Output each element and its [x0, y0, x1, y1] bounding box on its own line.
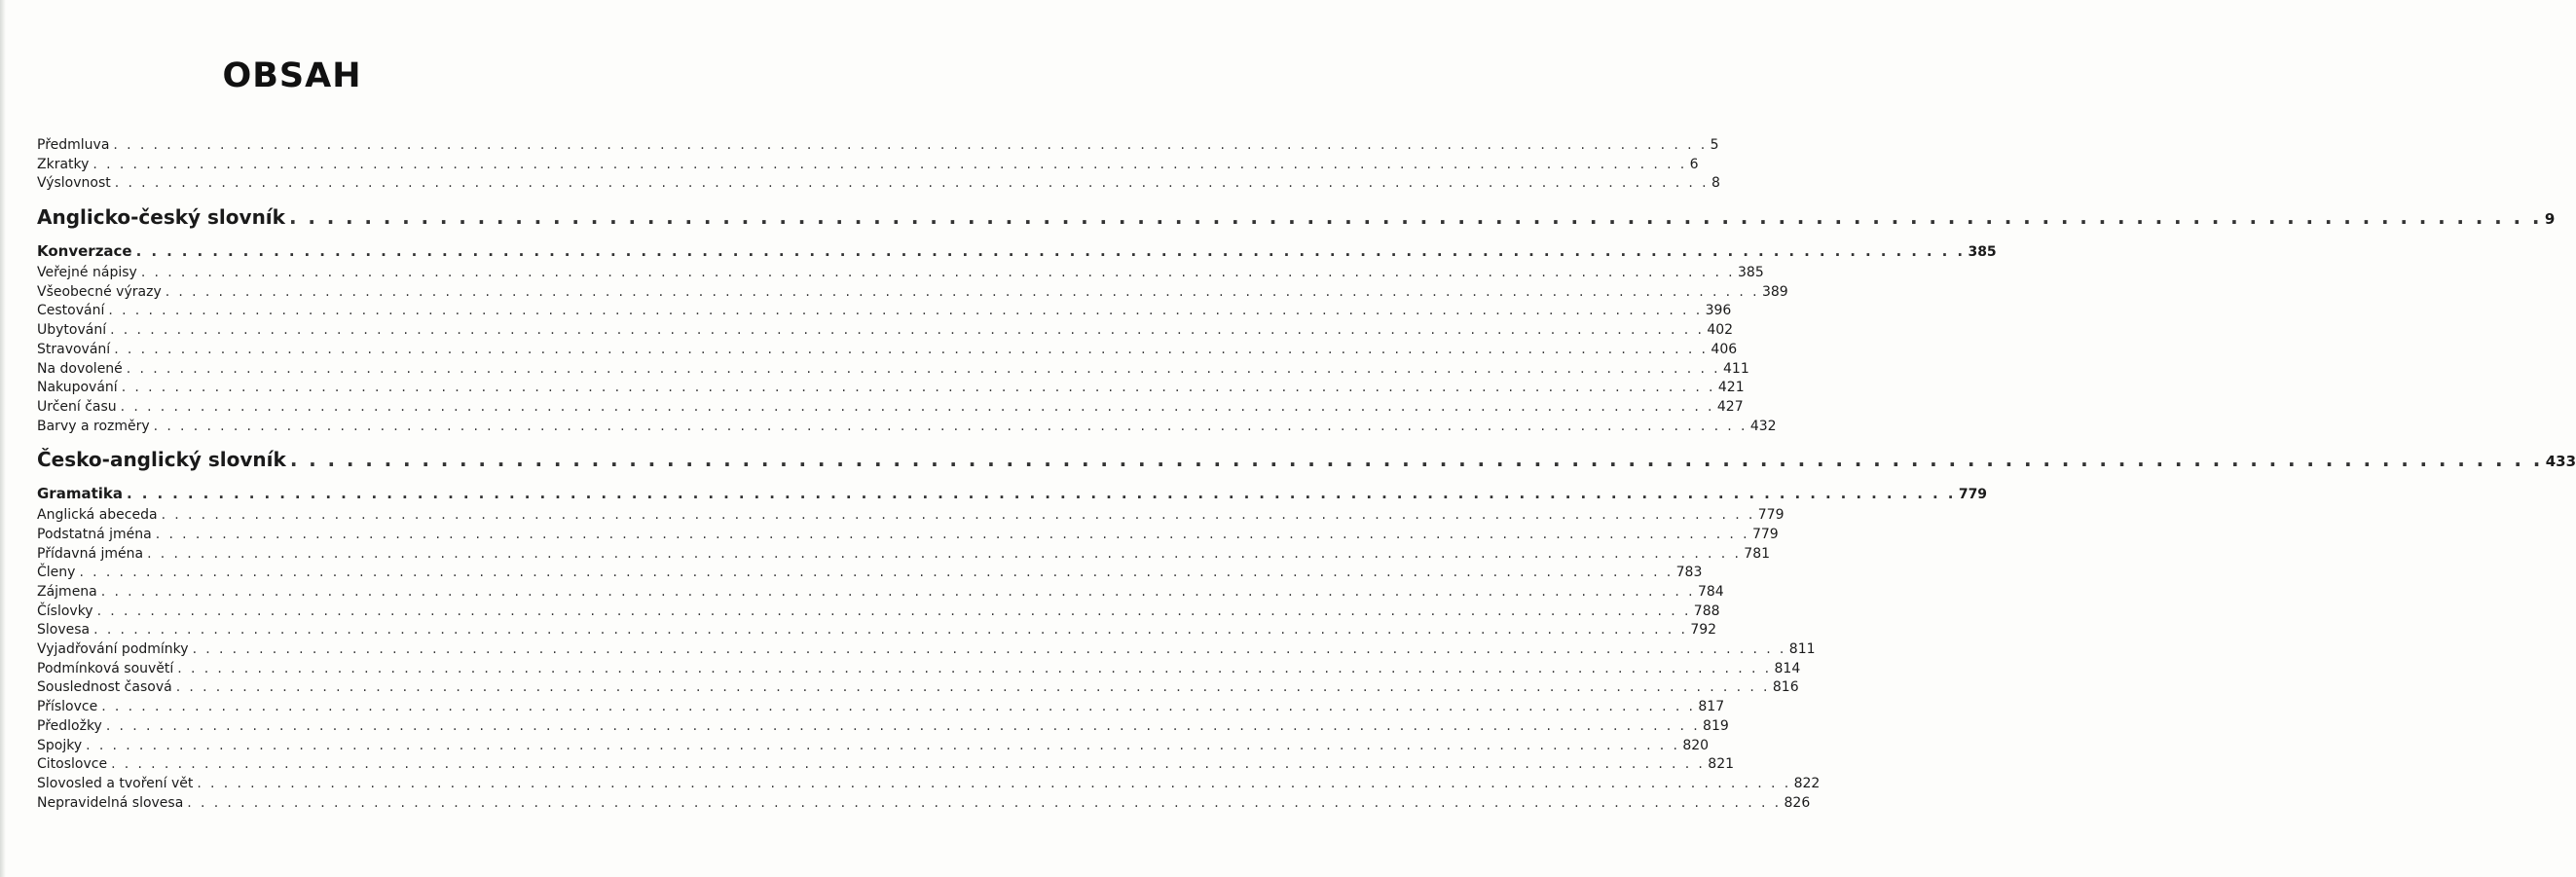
toc-entry[interactable]: [37, 360, 1749, 380]
toc-entry[interactable]: [37, 506, 1785, 526]
toc-entry-label: Slovesa: [37, 622, 91, 639]
toc-entry-page: 817: [1698, 699, 1725, 715]
dot-leader: . . . . . . . . . . . . . . . . . . . . . . . . . . . . . . . . . . . . . . . . . . . . . . . . . . . . . . . . . . . . . . . . . . . . . . . . . . . . . . . . . . . . . . . . . . . . . . . . . . . . . . . . . . . . . . . . . . . . . . . .: [147, 545, 1742, 562]
dot-leader: . . . . . . . . . . . . . . . . . . . . . . . . . . . . . . . . . . . . . . . . . . . . . . . . . . . . . . . . . . . . . . . . . . . . . . . . . . . . . . . . . . . . . . . . . . . . . . . . . . . . . . . . . . . . . . . . . . . . . . . .: [126, 360, 1720, 377]
toc-entry-label: Zájmena: [37, 584, 97, 600]
toc-entry[interactable]: [37, 136, 1719, 156]
toc-entry[interactable]: [37, 174, 1720, 194]
toc-entry[interactable]: [37, 698, 1725, 717]
toc-entry-page: 788: [1693, 603, 1720, 619]
dot-leader: . . . . . . . . . . . . . . . . . . . . . . . . . . . . . . . . . . . . . . . . . . . . . . . . . . . . . . . . . . . . . . . . . . . . . . . . . . . . . . . . . . . . . . . . . . . . . . . . . . . . . . . . . . . . . . . . . . . . . . . .: [161, 507, 1755, 524]
toc-entry-page: 402: [1707, 322, 1734, 339]
toc-entry-label: Citoslovce: [37, 756, 108, 773]
toc-entry[interactable]: [37, 264, 1764, 283]
toc-entry[interactable]: [37, 398, 1744, 418]
toc-entry-page: 779: [1958, 487, 1988, 503]
toc-entry-page: 8: [1711, 175, 1720, 192]
toc-entry[interactable]: [37, 640, 1816, 660]
toc-entry-page: 427: [1716, 398, 1744, 415]
dot-leader: . . . . . . . . . . . . . . . . . . . . . . . . . . . . . . . . . . . . . . . . . . . . . . . . . . . . . . . . . . . . . . . . . . . . . . . . . . . . . . . . . . . . . . . . . . . . . . . . . . . . . . . . . . . . . . . . . . . . . . . .: [289, 448, 2543, 472]
toc-entry-page: 5: [1710, 137, 1719, 153]
dot-leader: . . . . . . . . . . . . . . . . . . . . . . . . . . . . . . . . . . . . . . . . . . . . . . . . . . . . . . . . . . . . . . . . . . . . . . . . . . . . . . . . . . . . . . . . . . . . . . . . . . . . . . . . . . . . . . . . . . . . . . . .: [121, 380, 1715, 396]
toc-entry[interactable]: [37, 621, 1717, 640]
toc-entry-page: 6: [1689, 156, 1699, 172]
dot-leader: . . . . . . . . . . . . . . . . . . . . . . . . . . . . . . . . . . . . . . . . . . . . . . . . . . . . . . . . . . . . . . . . . . . . . . . . . . . . . . . . . . . . . . . . . . . . . . . . . . . . . . . . . . . . . . . . . . . . . . . .: [135, 242, 1966, 261]
toc-entry-page: 779: [1751, 526, 1779, 542]
page-title: OBSAH: [222, 56, 362, 95]
toc-entry-page: 9: [2544, 210, 2556, 229]
toc-section-konverzace[interactable]: [37, 238, 1997, 264]
toc-entry-page: 421: [1717, 380, 1745, 396]
dot-leader: . . . . . . . . . . . . . . . . . . . . . . . . . . . . . . . . . . . . . . . . . . . . . . . . . . . . . . . . . . . . . . . . . . . . . . . . . . . . . . . . . . . . . . . . . . . . . . . . . . . . . . . . . . . . . . . . . . . . . . . .: [165, 283, 1759, 300]
dot-leader: . . . . . . . . . . . . . . . . . . . . . . . . . . . . . . . . . . . . . . . . . . . . . . . . . . . . . . . . . . . . . . . . . . . . . . . . . . . . . . . . . . . . . . . . . . . . . . . . . . . . . . . . . . . . . . . . . . . . . . . .: [153, 418, 1748, 434]
toc-entry-label: Předložky: [37, 717, 102, 734]
toc-entry[interactable]: [37, 156, 1699, 175]
toc-entry-page: 811: [1788, 641, 1816, 658]
toc-entry-label: Nepravidelná slovesa: [37, 794, 184, 811]
toc-entry-label: Anglická abeceda: [37, 507, 158, 524]
toc-entry[interactable]: [37, 603, 1720, 622]
toc-entry-label: Česko-anglický slovník: [37, 448, 286, 472]
toc-entry[interactable]: [37, 717, 1729, 737]
toc-entry-label: Slovosled a tvoření vět: [37, 775, 194, 791]
toc-entry-page: 821: [1708, 756, 1735, 773]
toc-entry-page: 385: [1738, 265, 1764, 281]
toc-entry-page: 816: [1772, 679, 1799, 696]
dot-leader: . . . . . . . . . . . . . . . . . . . . . . . . . . . . . . . . . . . . . . . . . . . . . . . . . . . . . . . . . . . . . . . . . . . . . . . . . . . . . . . . . . . . . . . . . . . . . . . . . . . . . . . . . . . . . . . . . . . . . . . .: [114, 175, 1709, 192]
toc-entry-page: 432: [1749, 418, 1777, 434]
dot-leader: . . . . . . . . . . . . . . . . . . . . . . . . . . . . . . . . . . . . . . . . . . . . . . . . . . . . . . . . . . . . . . . . . . . . . . . . . . . . . . . . . . . . . . . . . . . . . . . . . . . . . . . . . . . . . . . . . . . . . . . .: [110, 322, 1705, 339]
dot-leader: . . . . . . . . . . . . . . . . . . . . . . . . . . . . . . . . . . . . . . . . . . . . . . . . . . . . . . . . . . . . . . . . . . . . . . . . . . . . . . . . . . . . . . . . . . . . . . . . . . . . . . . . . . . . . . . . . . . . . . . .: [114, 341, 1709, 357]
toc-entry-label: Konverzace: [37, 242, 132, 261]
dot-leader: . . . . . . . . . . . . . . . . . . . . . . . . . . . . . . . . . . . . . . . . . . . . . . . . . . . . . . . . . . . . . . . . . . . . . . . . . . . . . . . . . . . . . . . . . . . . . . . . . . . . . . . . . . . . . . . . . . . . . . . .: [197, 775, 1791, 791]
toc-entry-page: 779: [1757, 507, 1785, 524]
toc-entry[interactable]: [37, 418, 1777, 437]
toc-entry-label: Anglicko-český slovník: [37, 205, 285, 230]
dot-leader: . . . . . . . . . . . . . . . . . . . . . . . . . . . . . . . . . . . . . . . . . . . . . . . . . . . . . . . . . . . . . . . . . . . . . . . . . . . . . . . . . . . . . . . . . . . . . . . . . . . . . . . . . . . . . . . . . . . . . . . .: [155, 526, 1749, 542]
dot-leader: . . . . . . . . . . . . . . . . . . . . . . . . . . . . . . . . . . . . . . . . . . . . . . . . . . . . . . . . . . . . . . . . . . . . . . . . . . . . . . . . . . . . . . . . . . . . . . . . . . . . . . . . . . . . . . . . . . . . . . . .: [100, 584, 1695, 600]
dot-leader: . . . . . . . . . . . . . . . . . . . . . . . . . . . . . . . . . . . . . . . . . . . . . . . . . . . . . . . . . . . . . . . . . . . . . . . . . . . . . . . . . . . . . . . . . . . . . . . . . . . . . . . . . . . . . . . . . . . . . . . .: [288, 205, 2542, 230]
toc-entry-label: Ubytování: [37, 322, 107, 339]
toc-entry[interactable]: [37, 545, 1771, 565]
toc-entry-page: 411: [1723, 360, 1749, 377]
toc-entry-page: 389: [1761, 283, 1788, 300]
toc-entry[interactable]: [37, 302, 1732, 321]
dot-leader: . . . . . . . . . . . . . . . . . . . . . . . . . . . . . . . . . . . . . . . . . . . . . . . . . . . . . . . . . . . . . . . . . . . . . . . . . . . . . . . . . . . . . . . . . . . . . . . . . . . . . . . . . . . . . . . . . . . . . . . .: [93, 622, 1688, 639]
toc-entry-label: Zkratky: [37, 156, 90, 172]
dot-leader: . . . . . . . . . . . . . . . . . . . . . . . . . . . . . . . . . . . . . . . . . . . . . . . . . . . . . . . . . . . . . . . . . . . . . . . . . . . . . . . . . . . . . . . . . . . . . . . . . . . . . . . . . . . . . . . . . . . . . . . .: [86, 737, 1680, 753]
toc-entry[interactable]: [37, 775, 1821, 794]
toc-entry-label: Spojky: [37, 737, 83, 753]
toc-entry-page: 822: [1793, 775, 1821, 791]
toc-entry-label: Všeobecné výrazy: [37, 283, 162, 300]
dot-leader: . . . . . . . . . . . . . . . . . . . . . . . . . . . . . . . . . . . . . . . . . . . . . . . . . . . . . . . . . . . . . . . . . . . . . . . . . . . . . . . . . . . . . . . . . . . . . . . . . . . . . . . . . . . . . . . . . . . . . . . .: [187, 794, 1782, 811]
toc-entry-page: 396: [1705, 303, 1732, 319]
dot-leader: . . . . . . . . . . . . . . . . . . . . . . . . . . . . . . . . . . . . . . . . . . . . . . . . . . . . . . . . . . . . . . . . . . . . . . . . . . . . . . . . . . . . . . . . . . . . . . . . . . . . . . . . . . . . . . . . . . . . . . . .: [120, 398, 1714, 415]
toc-entry-label: Přídavná jména: [37, 545, 144, 562]
dot-leader: . . . . . . . . . . . . . . . . . . . . . . . . . . . . . . . . . . . . . . . . . . . . . . . . . . . . . . . . . . . . . . . . . . . . . . . . . . . . . . . . . . . . . . . . . . . . . . . . . . . . . . . . . . . . . . . . . . . . . . . .: [127, 485, 1956, 503]
toc-entry-page: 826: [1784, 794, 1811, 811]
toc-section-gramatika[interactable]: [37, 481, 1988, 506]
dot-leader: . . . . . . . . . . . . . . . . . . . . . . . . . . . . . . . . . . . . . . . . . . . . . . . . . . . . . . . . . . . . . . . . . . . . . . . . . . . . . . . . . . . . . . . . . . . . . . . . . . . . . . . . . . . . . . . . . . . . . . . .: [192, 641, 1786, 658]
toc-entry-page: 406: [1711, 341, 1738, 357]
dot-leader: . . . . . . . . . . . . . . . . . . . . . . . . . . . . . . . . . . . . . . . . . . . . . . . . . . . . . . . . . . . . . . . . . . . . . . . . . . . . . . . . . . . . . . . . . . . . . . . . . . . . . . . . . . . . . . . . . . . . . . . .: [113, 137, 1708, 153]
toc-entry-label: Nakupování: [37, 380, 118, 396]
toc-entry[interactable]: [37, 755, 1735, 775]
toc-part-anglicko-cesky[interactable]: [37, 198, 2556, 237]
toc-entry-label: Gramatika: [37, 485, 123, 503]
toc-entry[interactable]: [37, 526, 1779, 545]
dot-leader: . . . . . . . . . . . . . . . . . . . . . . . . . . . . . . . . . . . . . . . . . . . . . . . . . . . . . . . . . . . . . . . . . . . . . . . . . . . . . . . . . . . . . . . . . . . . . . . . . . . . . . . . . . . . . . . . . . . . . . . .: [92, 156, 1687, 172]
dot-leader: . . . . . . . . . . . . . . . . . . . . . . . . . . . . . . . . . . . . . . . . . . . . . . . . . . . . . . . . . . . . . . . . . . . . . . . . . . . . . . . . . . . . . . . . . . . . . . . . . . . . . . . . . . . . . . . . . . . . . . . .: [108, 303, 1703, 319]
toc-part-cesko-anglicky[interactable]: [37, 440, 2576, 479]
toc-entry-page: 820: [1682, 737, 1710, 753]
toc-entry-page: 814: [1774, 660, 1801, 676]
toc-entry[interactable]: [37, 283, 1788, 303]
dot-leader: . . . . . . . . . . . . . . . . . . . . . . . . . . . . . . . . . . . . . . . . . . . . . . . . . . . . . . . . . . . . . . . . . . . . . . . . . . . . . . . . . . . . . . . . . . . . . . . . . . . . . . . . . . . . . . . . . . . . . . . .: [105, 717, 1701, 734]
toc-entry-label: Vyjadřování podmínky: [37, 641, 189, 658]
toc-entry-label: Příslovce: [37, 699, 98, 715]
toc-entry[interactable]: [37, 321, 1734, 341]
toc-entry-label: Určení času: [37, 398, 117, 415]
toc-entry-label: Výslovnost: [37, 175, 111, 192]
toc-entry-label: Členy: [37, 565, 76, 581]
toc-entry[interactable]: [37, 379, 1745, 398]
toc-entry-label: Podmínková souvětí: [37, 660, 174, 676]
toc-entry-page: 385: [1968, 244, 1997, 261]
toc-entry-page: 819: [1703, 717, 1729, 734]
toc-entry-label: Veřejné nápisy: [37, 265, 137, 281]
dot-leader: . . . . . . . . . . . . . . . . . . . . . . . . . . . . . . . . . . . . . . . . . . . . . . . . . . . . . . . . . . . . . . . . . . . . . . . . . . . . . . . . . . . . . . . . . . . . . . . . . . . . . . . . . . . . . . . . . . . . . . . .: [177, 660, 1772, 676]
toc-entry-page: 781: [1744, 545, 1771, 562]
toc-entry-label: Stravování: [37, 341, 111, 357]
table-of-contents: [37, 136, 2576, 813]
dot-leader: . . . . . . . . . . . . . . . . . . . . . . . . . . . . . . . . . . . . . . . . . . . . . . . . . . . . . . . . . . . . . . . . . . . . . . . . . . . . . . . . . . . . . . . . . . . . . . . . . . . . . . . . . . . . . . . . . . . . . . . .: [175, 679, 1770, 696]
toc-entry-page: 784: [1697, 584, 1724, 600]
dot-leader: . . . . . . . . . . . . . . . . . . . . . . . . . . . . . . . . . . . . . . . . . . . . . . . . . . . . . . . . . . . . . . . . . . . . . . . . . . . . . . . . . . . . . . . . . . . . . . . . . . . . . . . . . . . . . . . . . . . . . . . .: [96, 603, 1691, 619]
toc-entry-label: Barvy a rozměry: [37, 418, 150, 434]
toc-entry-label: Na dovolené: [37, 360, 123, 377]
toc-entry-label: Číslovky: [37, 603, 93, 619]
toc-entry[interactable]: [37, 794, 1811, 814]
toc-entry-label: Předmluva: [37, 137, 110, 153]
toc-entry-page: 792: [1690, 622, 1717, 639]
toc-entry[interactable]: [37, 660, 1801, 679]
toc-entry[interactable]: [37, 678, 1799, 698]
toc-entry[interactable]: [37, 737, 1710, 756]
dot-leader: . . . . . . . . . . . . . . . . . . . . . . . . . . . . . . . . . . . . . . . . . . . . . . . . . . . . . . . . . . . . . . . . . . . . . . . . . . . . . . . . . . . . . . . . . . . . . . . . . . . . . . . . . . . . . . . . . . . . . . . .: [140, 265, 1736, 281]
toc-entry[interactable]: [37, 583, 1724, 603]
dot-leader: . . . . . . . . . . . . . . . . . . . . . . . . . . . . . . . . . . . . . . . . . . . . . . . . . . . . . . . . . . . . . . . . . . . . . . . . . . . . . . . . . . . . . . . . . . . . . . . . . . . . . . . . . . . . . . . . . . . . . . . .: [111, 756, 1706, 773]
dot-leader: . . . . . . . . . . . . . . . . . . . . . . . . . . . . . . . . . . . . . . . . . . . . . . . . . . . . . . . . . . . . . . . . . . . . . . . . . . . . . . . . . . . . . . . . . . . . . . . . . . . . . . . . . . . . . . . . . . . . . . . .: [101, 699, 1696, 715]
toc-entry-label: Souslednost časová: [37, 679, 172, 696]
toc-entry-page: 783: [1675, 565, 1703, 581]
toc-entry-label: Podstatná jména: [37, 526, 152, 542]
toc-entry[interactable]: [37, 341, 1738, 360]
toc-entry-label: Cestování: [37, 303, 105, 319]
toc-entry-page: 433: [2545, 453, 2576, 471]
toc-entry[interactable]: [37, 564, 1703, 583]
dot-leader: . . . . . . . . . . . . . . . . . . . . . . . . . . . . . . . . . . . . . . . . . . . . . . . . . . . . . . . . . . . . . . . . . . . . . . . . . . . . . . . . . . . . . . . . . . . . . . . . . . . . . . . . . . . . . . . . . . . . . . . .: [79, 565, 1674, 581]
